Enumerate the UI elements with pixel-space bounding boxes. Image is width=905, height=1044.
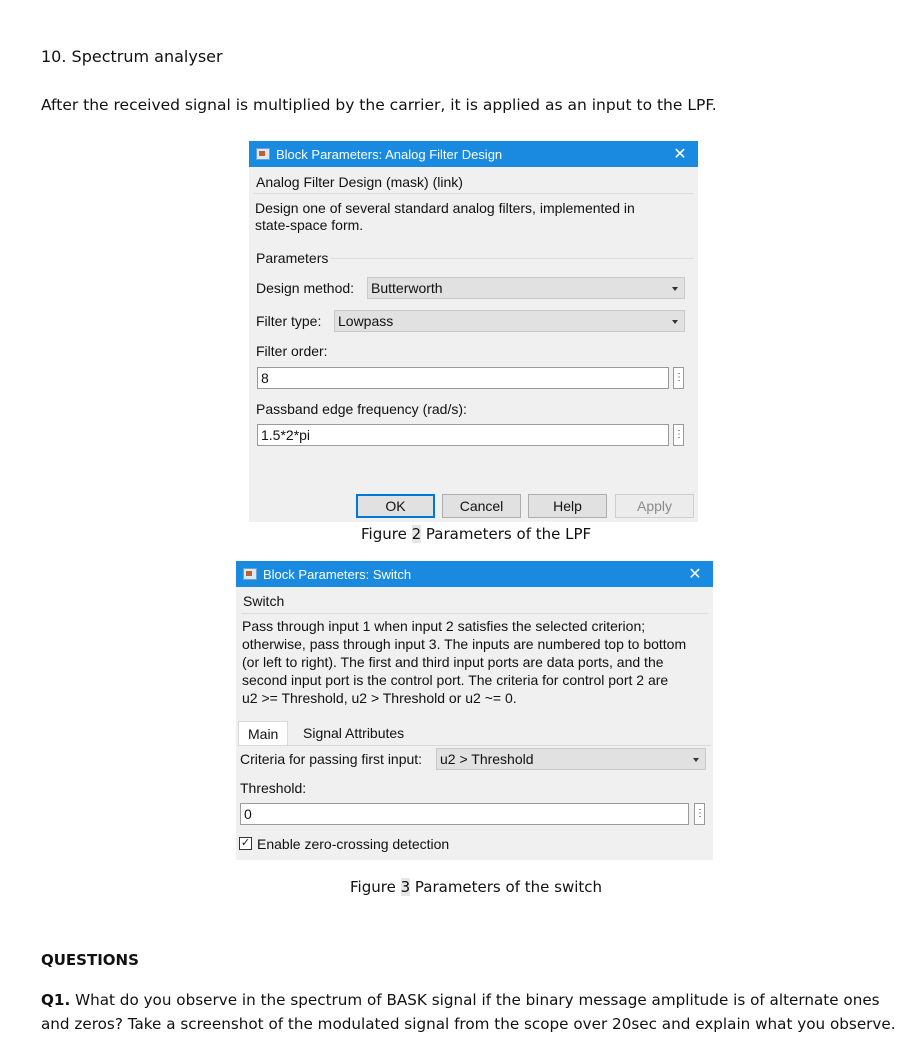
simulink-block-icon (243, 568, 257, 580)
design-method-label: Design method: (256, 280, 355, 296)
filter-type-value: Lowpass (338, 313, 394, 329)
ok-button[interactable]: OK (356, 494, 435, 518)
close-icon[interactable]: ✕ (673, 146, 687, 163)
figure-2-caption (361, 525, 591, 543)
question-1-text: What do you observe in the spectrum of BASK signal if the binary message amplitude is of alternate ones and zeros? Take a screenshot of the modulated signal from the scope over 20sec and explain what you observe. (41, 991, 896, 1033)
more-options-icon[interactable]: ⋮ (673, 367, 684, 389)
cancel-button[interactable]: Cancel (442, 494, 521, 518)
chevron-down-icon (672, 287, 678, 291)
tab-signal-attributes[interactable]: Signal Attributes (303, 725, 405, 741)
filter-type-select[interactable] (334, 310, 685, 332)
chevron-down-icon (672, 320, 678, 324)
switch-description-line-5: u2 >= Threshold, u2 > Threshold or u2 ~= 0. (242, 690, 517, 706)
switch-parameters-dialog (236, 561, 713, 860)
questions-heading: QUESTIONS (41, 951, 139, 969)
tab-main[interactable]: Main (238, 721, 288, 745)
criteria-select[interactable] (436, 748, 706, 770)
criteria-label: Criteria for passing first input: (240, 751, 423, 767)
section-heading: 10. Spectrum analyser (41, 47, 223, 66)
caption-suffix: Parameters of the LPF (421, 525, 592, 543)
switch-description-line-3: (or left to right). The first and third input ports are data ports, and the (242, 654, 664, 670)
zero-crossing-checkbox[interactable]: ✓ (240, 837, 251, 849)
simulink-block-icon (256, 148, 270, 160)
caption-suffix: Parameters of the switch (410, 878, 603, 896)
caption-prefix: Figure (350, 878, 401, 896)
chevron-down-icon (693, 758, 699, 762)
divider (331, 258, 693, 259)
switch-dialog-title: Block Parameters: Switch (263, 566, 412, 582)
lpf-dialog-title: Block Parameters: Analog Filter Design (276, 146, 503, 162)
question-1-label: Q1. (41, 991, 71, 1009)
lpf-parameters-dialog (249, 141, 698, 522)
more-options-icon[interactable]: ⋮ (694, 803, 705, 825)
passband-frequency-label: Passband edge frequency (rad/s): (256, 401, 467, 417)
divider (254, 193, 693, 194)
apply-button[interactable]: Apply (615, 494, 694, 518)
divider (238, 745, 711, 746)
zero-crossing-label: Enable zero-crossing detection (257, 836, 450, 852)
switch-dialog-titlebar[interactable] (236, 561, 713, 587)
help-button[interactable]: Help (528, 494, 607, 518)
caption-prefix: Figure (361, 525, 412, 543)
switch-description-line-4: second input port is the control port. The criteria for control port 2 are (242, 672, 669, 688)
design-method-value: Butterworth (371, 280, 443, 296)
caption-number: 2 (411, 525, 422, 543)
passband-frequency-input[interactable]: 1.5*2*pi (257, 424, 669, 446)
threshold-label: Threshold: (240, 780, 307, 796)
caption-number: 3 (400, 878, 411, 896)
switch-description-line-1: Pass through input 1 when input 2 satisfies the selected criterion; (242, 618, 646, 634)
lpf-dialog-titlebar[interactable] (249, 141, 698, 167)
figure-3-caption (350, 878, 602, 896)
filter-type-label: Filter type: (256, 313, 322, 329)
criteria-value: u2 > Threshold (440, 751, 534, 767)
design-method-select[interactable] (367, 277, 685, 299)
lpf-block-name: Analog Filter Design (mask) (link) (256, 174, 463, 190)
filter-order-input[interactable]: 8 (257, 367, 669, 389)
parameters-group-label: Parameters (256, 250, 329, 266)
lpf-description-line-2: state-space form. (255, 217, 364, 233)
question-1 (41, 988, 905, 1036)
switch-description-line-2: otherwise, pass through input 3. The inputs are numbered top to bottom (242, 636, 687, 652)
close-icon[interactable]: ✕ (688, 566, 702, 583)
intro-paragraph: After the received signal is multiplied by the carrier, it is applied as an input to the LPF. (41, 96, 717, 114)
switch-block-name: Switch (243, 593, 285, 609)
lpf-description-line-1: Design one of several standard analog filters, implemented in (255, 200, 635, 216)
more-options-icon[interactable]: ⋮ (673, 424, 684, 446)
threshold-input[interactable]: 0 (240, 803, 689, 825)
filter-order-label: Filter order: (256, 343, 328, 359)
divider (241, 613, 708, 614)
